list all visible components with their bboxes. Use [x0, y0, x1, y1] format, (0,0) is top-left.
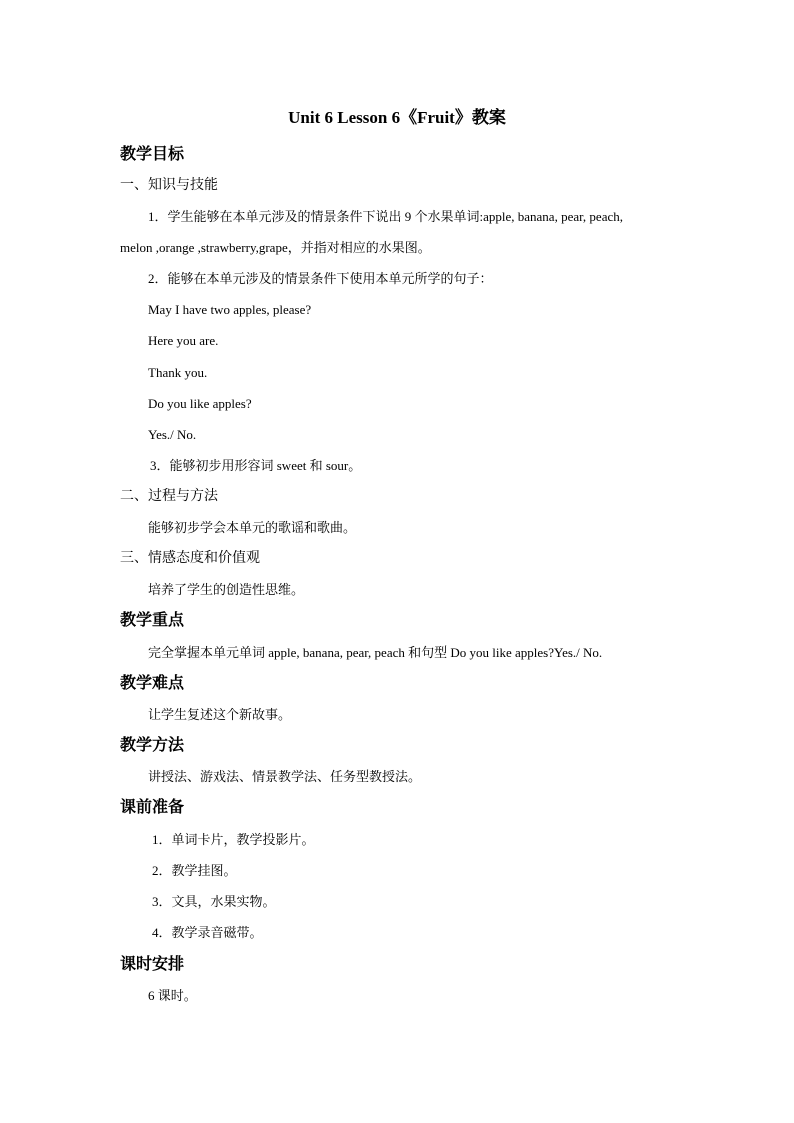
methods-heading: 教学方法 — [120, 737, 185, 754]
difficulties-heading: 教学难点 — [120, 675, 185, 692]
preparation-item-2: 2．教学挂图。 — [152, 863, 237, 878]
sentence-5: Yes./ No. — [148, 427, 197, 442]
preparation-item-4: 4．教学录音磁带。 — [152, 925, 263, 940]
knowledge-heading: 一、知识与技能 — [120, 178, 218, 193]
knowledge-item-2: 2．能够在本单元涉及的情景条件下使用本单元所学的句子： — [148, 271, 493, 286]
page-title: Unit 6 Lesson 6《Fruit》教案 — [288, 108, 506, 127]
emotion-text: 培养了学生的创造性思维。 — [148, 582, 305, 597]
knowledge-item-1-line-1: 1．学生能够在本单元涉及的情景条件下说出 9 个水果单词:apple, banana, pear, peach, — [148, 209, 623, 224]
sentence-2: Here you are. — [148, 333, 219, 348]
key-points-text: 完全掌握本单元单词 apple, banana, pear, peach 和句型 Do you like apples?Yes./ No. — [148, 645, 603, 660]
sentence-3: Thank you. — [148, 365, 208, 380]
methods-text: 讲授法、游戏法、情景教学法、任务型教授法。 — [148, 769, 422, 784]
process-text: 能够初步学会本单元的歌谣和歌曲。 — [148, 520, 357, 535]
objectives-heading: 教学目标 — [120, 146, 185, 163]
process-heading: 二、过程与方法 — [120, 489, 218, 504]
knowledge-item-3: 3．能够初步用形容词 sweet 和 sour。 — [150, 458, 362, 473]
difficulties-text: 让学生复述这个新故事。 — [148, 707, 292, 722]
knowledge-item-1-line-2: melon ,orange ,strawberry,grape，并指对相应的水果图。 — [120, 240, 431, 255]
schedule-heading: 课时安排 — [120, 956, 185, 973]
emotion-heading: 三、情感态度和价值观 — [120, 551, 260, 566]
key-points-heading: 教学重点 — [120, 612, 185, 629]
preparation-item-3: 3．文具，水果实物。 — [152, 894, 276, 909]
preparation-item-1: 1．单词卡片，教学投影片。 — [152, 832, 315, 847]
sentence-1: May I have two apples, please? — [148, 302, 312, 317]
schedule-text: 6 课时。 — [148, 988, 197, 1003]
sentence-4: Do you like apples? — [148, 396, 252, 411]
preparation-heading: 课前准备 — [120, 799, 185, 816]
